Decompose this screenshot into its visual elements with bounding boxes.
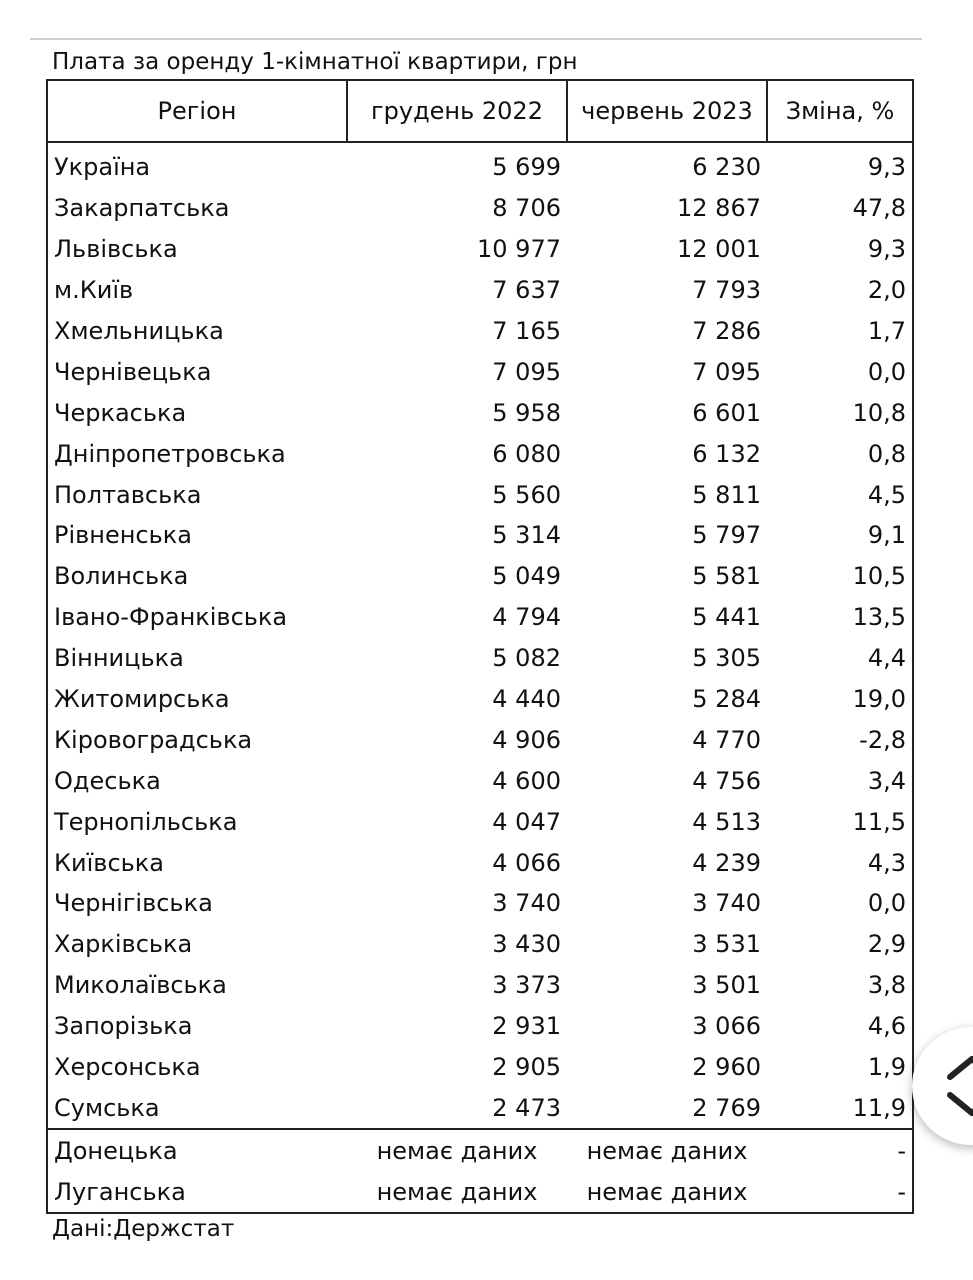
change-cell: - [767, 1171, 913, 1213]
region-cell: Харківська [47, 924, 347, 965]
scroll-chevrons [944, 1053, 973, 1119]
table-row [47, 679, 913, 720]
dec-2022-cell: немає даних [347, 1171, 567, 1213]
change-cell: 1,9 [767, 1047, 913, 1088]
source-note: Дані:Держстат [52, 1216, 235, 1242]
dec-2022-cell: 3 373 [492, 971, 561, 1000]
table-row [47, 638, 913, 679]
table-row [47, 270, 913, 311]
region-cell: Івано-Франківська [47, 597, 347, 638]
region-cell: Миколаївська [47, 965, 347, 1006]
dec-2022-cell: 5 049 [492, 562, 561, 591]
table-header [47, 80, 913, 142]
top-divider [30, 38, 922, 40]
jun-2023-cell: 5 441 [692, 603, 761, 632]
change-cell: - [767, 1129, 913, 1171]
chevron-up-icon[interactable] [950, 1059, 973, 1077]
table-row [47, 801, 913, 842]
table-row [47, 188, 913, 229]
region-cell: Запорізька [47, 1006, 347, 1047]
change-cell: 3,4 [767, 760, 913, 801]
jun-2023-cell: 5 284 [692, 685, 761, 714]
table-row [47, 515, 913, 556]
jun-2023-cell: 7 793 [692, 276, 761, 305]
jun-2023-cell: 4 513 [692, 807, 761, 836]
header-region: Регіон [47, 80, 347, 142]
scroll-button[interactable] [912, 1027, 973, 1145]
region-cell: Вінницька [47, 638, 347, 679]
dec-2022-cell: 5 560 [492, 480, 561, 509]
region-cell: Дніпропетровська [47, 433, 347, 474]
table-row [47, 597, 913, 638]
change-cell: 0,8 [767, 433, 913, 474]
change-cell: 4,4 [767, 638, 913, 679]
change-cell: 9,3 [767, 229, 913, 270]
jun-2023-cell: 6 230 [692, 153, 761, 182]
change-cell: 9,1 [767, 515, 913, 556]
change-cell: 11,9 [767, 1087, 913, 1129]
dec-2022-cell: 2 931 [492, 1012, 561, 1041]
region-cell: Донецька [47, 1129, 347, 1171]
region-cell: Рівненська [47, 515, 347, 556]
table-row [47, 474, 913, 515]
table-row-no-data [47, 1129, 913, 1171]
change-cell: 2,0 [767, 270, 913, 311]
dec-2022-cell: 10 977 [477, 235, 561, 264]
region-cell: Закарпатська [47, 188, 347, 229]
table-row [47, 1047, 913, 1088]
jun-2023-cell: 4 770 [692, 725, 761, 754]
region-cell: Тернопільська [47, 801, 347, 842]
region-cell: Хмельницька [47, 311, 347, 352]
jun-2023-cell: 6 132 [692, 439, 761, 468]
table-row [47, 924, 913, 965]
jun-2023-cell: 6 601 [692, 398, 761, 427]
dec-2022-cell: 4 600 [492, 766, 561, 795]
dec-2022-cell: 7 165 [492, 317, 561, 345]
jun-2023-cell: 4 756 [692, 766, 761, 795]
region-cell: Кіровоградська [47, 719, 347, 760]
region-cell: м.Київ [47, 270, 347, 311]
chevron-down-icon[interactable] [950, 1095, 973, 1113]
dec-2022-cell: 5 082 [492, 644, 561, 673]
region-cell: Волинська [47, 556, 347, 597]
jun-2023-cell: 3 531 [692, 930, 761, 959]
table-row [47, 351, 913, 392]
region-cell: Житомирська [47, 679, 347, 720]
rent-table [46, 79, 914, 1214]
dec-2022-cell: 5 314 [492, 521, 561, 550]
jun-2023-cell: 5 811 [692, 480, 761, 509]
table-row [47, 1087, 913, 1129]
change-cell: 10,5 [767, 556, 913, 597]
table-row [47, 311, 913, 352]
change-cell: 11,5 [767, 801, 913, 842]
table-body-no-data [47, 1129, 913, 1213]
change-cell: 4,3 [767, 842, 913, 883]
change-cell: 47,8 [767, 188, 913, 229]
table-row [47, 883, 913, 924]
change-cell: 0,0 [767, 883, 913, 924]
dec-2022-cell: 6 080 [492, 439, 561, 468]
change-cell: 0,0 [767, 351, 913, 392]
jun-2023-cell: 5 797 [692, 521, 761, 550]
jun-2023-cell: немає даних [586, 1136, 748, 1165]
dec-2022-cell: 4 066 [492, 848, 561, 877]
region-cell: Львівська [47, 229, 347, 270]
table-row [47, 229, 913, 270]
change-cell: 1,7 [767, 311, 913, 352]
change-cell: 13,5 [767, 597, 913, 638]
table-row [47, 142, 913, 188]
header-change: Зміна, % [767, 80, 913, 142]
dec-2022-cell: 7 637 [492, 276, 561, 305]
change-cell: 2,9 [767, 924, 913, 965]
jun-2023-cell: 7 095 [692, 357, 761, 386]
change-cell: 10,8 [767, 392, 913, 433]
table-row [47, 760, 913, 801]
header-dec-2022: грудень 2022 [347, 80, 567, 142]
jun-2023-cell: 5 305 [692, 644, 761, 673]
change-cell: 3,8 [767, 965, 913, 1006]
jun-2023-cell: 7 286 [692, 317, 761, 345]
region-cell: Черкаська [47, 392, 347, 433]
table-row [47, 433, 913, 474]
dec-2022-cell: 4 794 [492, 603, 561, 632]
table-row [47, 1006, 913, 1047]
region-cell: Луганська [47, 1171, 347, 1213]
table-row [47, 392, 913, 433]
dec-2022-cell: 2 905 [492, 1053, 561, 1082]
region-cell: Одеська [47, 760, 347, 801]
dec-2022-cell: 5 958 [492, 398, 561, 427]
region-cell: Полтавська [47, 474, 347, 515]
change-cell: -2,8 [767, 719, 913, 760]
dec-2022-cell: 8 706 [492, 194, 561, 223]
jun-2023-cell: 5 581 [692, 562, 761, 591]
table-row [47, 842, 913, 883]
jun-2023-cell: немає даних [567, 1171, 767, 1213]
dec-2022-cell: 3 740 [492, 889, 561, 918]
region-cell: Київська [47, 842, 347, 883]
region-cell: Херсонська [47, 1047, 347, 1088]
jun-2023-cell: 4 239 [692, 848, 761, 877]
change-cell: 4,5 [767, 474, 913, 515]
table-body [47, 142, 913, 1129]
jun-2023-cell: 2 960 [692, 1053, 761, 1082]
jun-2023-cell: 3 501 [692, 971, 761, 1000]
jun-2023-cell: 12 867 [677, 194, 761, 223]
jun-2023-cell: 2 769 [567, 1087, 767, 1129]
header-row [47, 80, 913, 142]
region-cell: Чернівецька [47, 351, 347, 392]
dec-2022-cell: 5 699 [492, 153, 561, 182]
table-row [47, 719, 913, 760]
region-cell: Чернігівська [47, 883, 347, 924]
header-jun-2023: червень 2023 [567, 80, 767, 142]
region-cell: Сумська [47, 1087, 347, 1129]
dec-2022-cell: 4 440 [492, 685, 561, 714]
jun-2023-cell: 3 740 [692, 889, 761, 918]
change-cell: 4,6 [767, 1006, 913, 1047]
dec-2022-cell: немає даних [376, 1136, 538, 1165]
region-cell: Україна [47, 142, 347, 188]
change-cell: 19,0 [767, 679, 913, 720]
table-row [47, 556, 913, 597]
table-row-no-data [47, 1171, 913, 1213]
jun-2023-cell: 3 066 [692, 1012, 761, 1041]
dec-2022-cell: 3 430 [492, 930, 561, 959]
dec-2022-cell: 2 473 [347, 1087, 567, 1129]
jun-2023-cell: 12 001 [677, 235, 761, 264]
change-cell: 9,3 [767, 142, 913, 188]
table-row [47, 965, 913, 1006]
table-title: Плата за оренду 1-кімнатної квартири, грн [52, 49, 578, 75]
dec-2022-cell: 4 047 [492, 807, 561, 836]
dec-2022-cell: 7 095 [492, 357, 561, 386]
dec-2022-cell: 4 906 [492, 725, 561, 754]
